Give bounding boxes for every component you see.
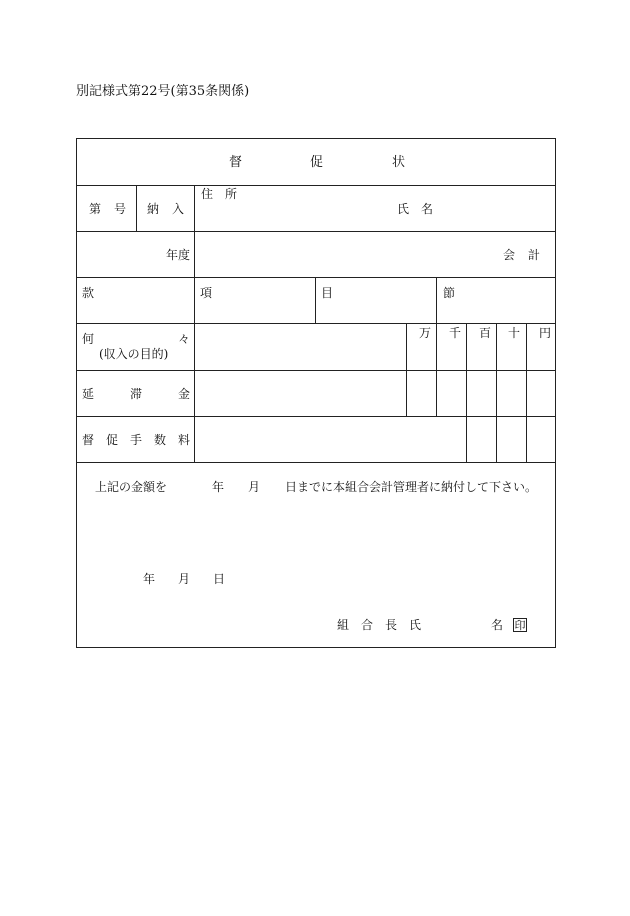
nendo-label: 年度 bbox=[166, 248, 191, 262]
nou-label: 納 bbox=[147, 202, 160, 216]
title-char: 促 bbox=[310, 155, 324, 170]
nyu-label: 入 bbox=[172, 202, 185, 216]
notice-year: 年 bbox=[212, 480, 225, 494]
late-charge-char: 滞 bbox=[130, 387, 143, 401]
kou-label: 項 bbox=[200, 286, 213, 300]
signature-char: 合 bbox=[361, 618, 374, 632]
row-divider bbox=[76, 185, 556, 186]
notice-suffix: 日までに本組合会計管理者に納付して下さい。 bbox=[285, 480, 538, 494]
col-divider bbox=[136, 185, 137, 231]
col-divider bbox=[526, 323, 527, 462]
late-charge-char: 金 bbox=[178, 387, 191, 401]
row-divider bbox=[76, 370, 556, 371]
unit-hyaku: 百 bbox=[479, 326, 492, 340]
dai-label: 第 bbox=[89, 202, 102, 216]
title-char: 状 bbox=[392, 155, 406, 170]
issue-month: 月 bbox=[178, 572, 191, 586]
kan-label: 款 bbox=[82, 286, 95, 300]
fee-char: 督 bbox=[82, 433, 95, 447]
col-divider bbox=[406, 323, 407, 416]
row-divider bbox=[76, 323, 556, 324]
name-shi-label: 氏 bbox=[397, 202, 410, 216]
unit-en: 円 bbox=[539, 326, 552, 340]
kai-label: 会 bbox=[503, 248, 516, 262]
issue-day: 日 bbox=[213, 572, 226, 586]
title-char: 督 bbox=[229, 155, 243, 170]
col-divider bbox=[436, 323, 437, 416]
signature-char: 組 bbox=[337, 618, 350, 632]
signature-char: 長 bbox=[385, 618, 398, 632]
row-divider bbox=[76, 231, 556, 232]
unit-juu: 十 bbox=[508, 326, 521, 340]
gou-label: 号 bbox=[114, 202, 127, 216]
col-divider bbox=[194, 185, 195, 462]
fee-char: 手 bbox=[130, 433, 143, 447]
col-divider bbox=[466, 323, 467, 462]
unit-sen: 千 bbox=[449, 326, 462, 340]
row-divider bbox=[76, 277, 556, 278]
form-number-label: 別記様式第22号(第35条関係) bbox=[76, 84, 250, 99]
moku-label: 目 bbox=[321, 286, 334, 300]
unit-man: 万 bbox=[419, 326, 432, 340]
seal-icon: 印 bbox=[514, 619, 526, 632]
notice-month: 月 bbox=[248, 480, 261, 494]
fee-char: 料 bbox=[178, 433, 191, 447]
row-divider bbox=[76, 416, 556, 417]
name-mei-label: 名 bbox=[421, 202, 434, 216]
setsu-label: 節 bbox=[443, 286, 456, 300]
address-label: 住 所 bbox=[201, 187, 238, 201]
signature-char: 氏 bbox=[409, 618, 422, 632]
col-divider bbox=[496, 323, 497, 462]
col-divider bbox=[315, 277, 316, 323]
signature-mei: 名 bbox=[491, 618, 504, 632]
notice-prefix: 上記の金額を bbox=[95, 480, 168, 494]
late-charge-char: 延 bbox=[82, 387, 95, 401]
row-divider bbox=[76, 462, 556, 463]
col-divider bbox=[436, 277, 437, 323]
issue-year: 年 bbox=[143, 572, 156, 586]
purpose-label: (収入の目的) bbox=[99, 347, 169, 361]
fee-char: 促 bbox=[106, 433, 119, 447]
nani-label: 何 bbox=[82, 332, 95, 346]
noma-label: 々 bbox=[178, 332, 191, 346]
kei-label: 計 bbox=[528, 248, 541, 262]
fee-char: 数 bbox=[154, 433, 167, 447]
